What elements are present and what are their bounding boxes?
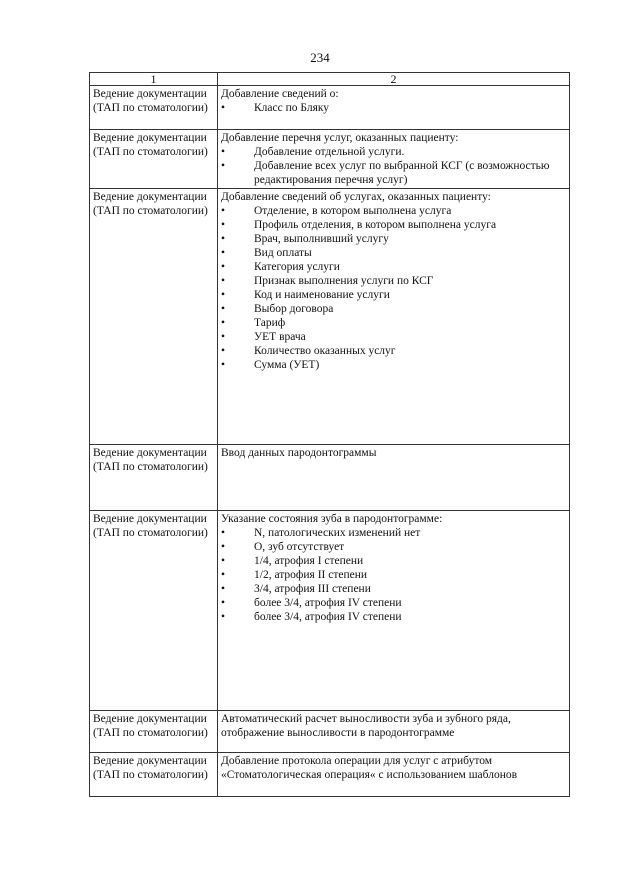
description-intro: Добавление сведений об услугах, оказанных пациенту: [221, 191, 491, 203]
section-cell: Ведение документации (ТАП по стоматологии) [90, 445, 218, 511]
list-item: • О, зуб отсутствует [221, 540, 567, 554]
table-row [90, 511, 570, 711]
description-intro: Добавление перечня услуг, оказанных пациенту: [221, 132, 459, 144]
description-cell [218, 189, 570, 445]
requirements-table [89, 72, 570, 797]
table-row [90, 130, 570, 189]
column-header-2: 2 [218, 73, 570, 86]
list-item: • 1/4, атрофия I степени [221, 554, 567, 568]
list-item: • Выбор договора [221, 302, 567, 316]
bullet-list [221, 145, 567, 187]
description-intro: Ввод данных пародонтограммы [221, 447, 377, 459]
section-cell: Ведение документации (ТАП по стоматологии) [90, 511, 218, 711]
section-cell: Ведение документации (ТАП по стоматологии) [90, 86, 218, 130]
list-item: • УЕТ врача [221, 330, 567, 344]
description-intro: Добавление сведений о: [221, 88, 339, 100]
description-intro: Автоматический расчет выносливости зуба и зубного ряда, отображение выносливости в пародонтограмме [221, 713, 511, 739]
list-item: • более 3/4, атрофия IV степени [221, 596, 567, 610]
bullet-list [221, 526, 567, 624]
list-item: • Код и наименование услуги [221, 288, 567, 302]
list-item: • Количество оказанных услуг [221, 344, 567, 358]
description-cell [218, 130, 570, 189]
description-cell [218, 445, 570, 511]
page-number: 234 [310, 50, 330, 65]
list-item: • Класс по Бляку [221, 101, 567, 115]
column-header-1: 1 [90, 73, 218, 86]
list-item: • Добавление отдельной услуги. [221, 145, 567, 159]
list-item: • Признак выполнения услуги по КСГ [221, 274, 567, 288]
description-cell [218, 753, 570, 797]
table-row [90, 189, 570, 445]
list-item: • Профиль отделения, в котором выполнена услуга [221, 218, 567, 232]
section-cell: Ведение документации (ТАП по стоматологии) [90, 753, 218, 797]
table-row [90, 445, 570, 511]
list-item: • N, патологических изменений нет [221, 526, 567, 540]
table-row [90, 86, 570, 130]
section-cell: Ведение документации (ТАП по стоматологии) [90, 189, 218, 445]
description-cell [218, 86, 570, 130]
bullet-list [221, 204, 567, 372]
list-item: • Тариф [221, 316, 567, 330]
list-item: • более 3/4, атрофия IV степени [221, 610, 567, 624]
list-item: • Добавление всех услуг по выбранной КСГ (с возможностью редактирования перечня услуг) [221, 159, 567, 187]
list-item: • Вид оплаты [221, 246, 567, 260]
description-intro: Добавление протокола операции для услуг с атрибутом «Стоматологическая операция« с использованием шаблонов [221, 755, 518, 781]
list-item: • Отделение, в котором выполнена услуга [221, 204, 567, 218]
list-item: • 3/4, атрофия III степени [221, 582, 567, 596]
section-cell: Ведение документации (ТАП по стоматологии) [90, 130, 218, 189]
table-header-row [90, 73, 570, 86]
list-item: • Сумма (УЕТ) [221, 358, 567, 372]
list-item: • Врач, выполнивший услугу [221, 232, 567, 246]
description-cell [218, 711, 570, 753]
list-item: • 1/2, атрофия II степени [221, 568, 567, 582]
section-cell: Ведение документации (ТАП по стоматологии) [90, 711, 218, 753]
list-item: • Категория услуги [221, 260, 567, 274]
description-intro: Указание состояния зуба в пародонтограмме: [221, 513, 443, 525]
table-row [90, 753, 570, 797]
description-cell [218, 511, 570, 711]
bullet-list [221, 101, 567, 115]
table-row [90, 711, 570, 753]
